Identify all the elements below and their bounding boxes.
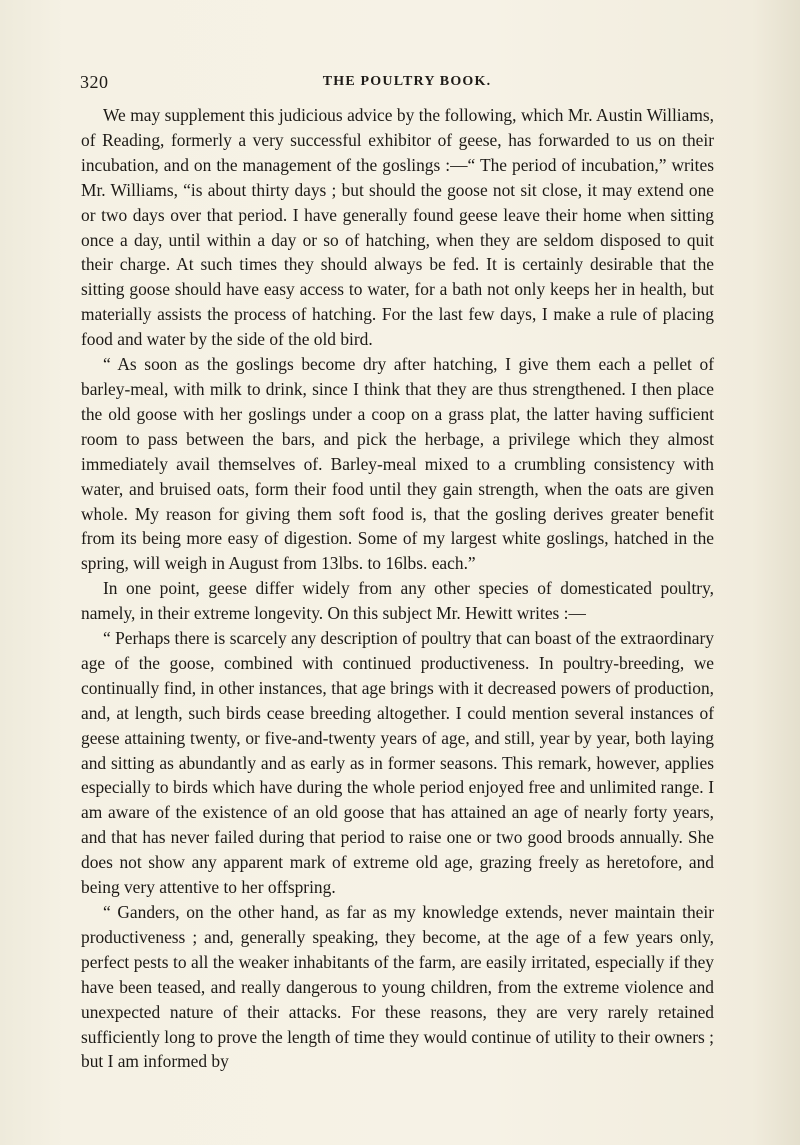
paragraph-longevity-intro: In one point, geese differ widely from any other species of domesticated poultry, namely, in their extreme longevity. On this subject Mr. Hewitt writes :— (81, 578, 714, 624)
paragraph-goslings-feeding: “ As soon as the goslings become dry after hatching, I give them each a pellet of barley-meal, with milk to drink, since I think that they are thus strengthened. I then place the old goose with her goslings under a coop on a grass plat, the latter having sufficient room to pass between the bars, and pick the herbage, a privilege which they almost immediately avail themselves of. Barley-meal mixed to a crumbling consistency with water, and bruised oats, form their food until they gain strength, when the oats are given whole. My reason for giving them soft food is, that the gosling derives greater benefit from its being more easy of digestion. Some of my largest white goslings, hatched in the spring, will weigh in August from 13lbs. to 16lbs. each.” (81, 354, 714, 574)
paragraph-hewitt-longevity: “ Perhaps there is scarcely any description of poultry that can boast of the extraordinary age of the goose, combined with continued productiveness. In poultry-breeding, we continually find, in other instances, that age brings with it decreased powers of production, and, at length, such birds cease breeding altogether. I could mention several instances of geese attaining twenty, or five-and-twenty years of age, and still, year by year, both laying and sitting as abundantly and as early as in former seasons. This remark, however, applies especially to birds which have during the whole period enjoyed free and unlimited range. I am aware of the existence of an old goose that has attained an age of nearly forty years, and that has never failed during that period to raise one or two good broods annually. She does not show any apparent mark of extreme old age, grazing freely as heretofore, and being very attentive to her offspring. (81, 628, 714, 898)
page-header (80, 72, 714, 94)
paragraph-ganders: “ Ganders, on the other hand, as far as my knowledge extends, never maintain their productiveness ; and, generally speaking, they become, at the age of a few years only, perfect pests to all the weaker inhabitants of the farm, are easily irritated, especially if they have been teased, and really dangerous to young children, from the extreme violence and unexpected nature of their attacks. For these reasons, they are very rarely retained sufficiently long to prove the length of time they would continue of utility to their owners ; but I am informed by (81, 902, 714, 1072)
paragraph-williams-incubation: We may supplement this judicious advice by the following, which Mr. Austin Williams, of Reading, formerly a very successful exhibitor of geese, has forwarded to us on their incubation, and on the management of the goslings :—“ The period of incubation,” writes Mr. Williams, “is about thirty days ; but should the goose not sit close, it may extend one or two days over that period. I have generally found geese leave their home when sitting once a day, until within a day or so of hatching, when they are seldom disposed to quit their charge. At such times they should always be fed. It is certainly desirable that the sitting goose should have easy access to water, for a bath not only keeps her in health, but materially assists the process of hatching. For the last few days, I make a rule of placing food and water by the side of the old bird. (81, 105, 714, 350)
running-title: THE POULTRY BOOK. (322, 74, 492, 89)
page-number: 320 (80, 72, 109, 92)
body-text (81, 103, 714, 1074)
